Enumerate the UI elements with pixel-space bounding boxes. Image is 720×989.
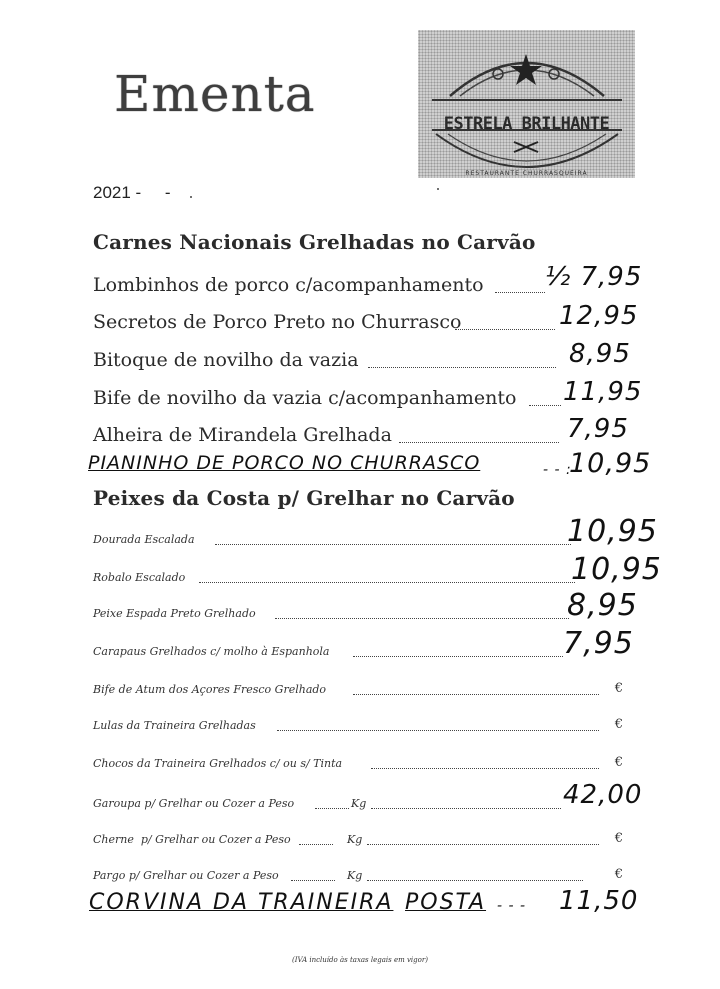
euro-symbol: € — [614, 717, 623, 732]
menu-item — [93, 744, 623, 774]
menu-item — [93, 414, 629, 448]
menu-item — [93, 856, 623, 886]
dot-leader — [371, 766, 599, 769]
menu-item — [93, 820, 623, 850]
dot-leader — [367, 842, 599, 845]
restaurant-logo — [418, 30, 635, 178]
handwritten-item-extra: POSTA — [405, 890, 487, 915]
item-name: Lulas da Traineira Grelhadas — [93, 719, 256, 732]
dot-leader — [529, 403, 561, 406]
handwritten-menu-item — [88, 448, 653, 482]
menu-title: Ementa — [114, 65, 316, 123]
item-unit: Kg — [347, 869, 363, 882]
item-price: 11,95 — [563, 377, 643, 407]
item-name: Cherne p/ Grelhar ou Cozer a Peso — [93, 833, 291, 846]
scan-speck — [437, 188, 439, 190]
scan-speck — [190, 196, 192, 198]
handwritten-item-name: CORVINA DA TRAINEIRA — [89, 890, 394, 915]
menu-item — [93, 588, 638, 624]
dot-leader — [277, 728, 599, 731]
euro-symbol: € — [614, 755, 623, 770]
item-price: 42,00 — [563, 780, 643, 810]
item-name: Peixe Espada Preto Grelhado — [93, 607, 256, 620]
dot-leader — [368, 365, 556, 368]
item-name: Lombinhos de porco c/acompanhamento — [93, 274, 484, 296]
menu-item — [93, 514, 658, 550]
euro-symbol: € — [614, 867, 623, 882]
dot-leader — [315, 806, 349, 809]
item-price: 7,95 — [567, 414, 629, 444]
menu-item — [93, 670, 623, 700]
item-name: Alheira de Mirandela Grelhada — [93, 424, 392, 446]
item-price: 7,95 — [563, 626, 634, 661]
menu-item — [93, 626, 634, 662]
menu-item — [93, 339, 631, 373]
item-price: 8,95 — [567, 588, 638, 623]
dot-leader — [367, 878, 583, 881]
section-title-carnes: Carnes Nacionais Grelhadas no Carvão — [93, 230, 536, 254]
menu-item — [93, 301, 639, 335]
handwritten-dashes: - - - — [497, 898, 527, 914]
item-name: Garoupa p/ Grelhar ou Cozer a Peso — [93, 797, 295, 810]
menu-item — [93, 377, 643, 411]
dot-leader — [215, 542, 571, 545]
handwritten-item-name: PIANINHO DE PORCO NO CHURRASCO — [88, 452, 481, 474]
dot-leader — [199, 580, 575, 583]
dot-leader — [291, 878, 335, 881]
dot-leader — [275, 616, 569, 619]
dot-leader — [371, 806, 561, 809]
item-name: Bife de Atum dos Açores Fresco Grelhado — [93, 683, 327, 696]
dot-leader — [455, 327, 555, 330]
item-price: 10,95 — [571, 552, 662, 587]
dot-leader — [353, 654, 563, 657]
handwritten-menu-item — [89, 884, 643, 924]
item-price: 8,95 — [569, 339, 631, 369]
euro-symbol: € — [614, 831, 623, 846]
section-title-peixes: Peixes da Costa p/ Grelhar no Carvão — [93, 486, 515, 510]
item-price: 12,95 — [559, 301, 639, 331]
dot-leader — [399, 440, 559, 443]
menu-year: 2021 - - — [93, 183, 171, 202]
logo-subtitle: RESTAURANTE CHURRASQUEIRA — [465, 170, 588, 177]
menu-item — [93, 706, 623, 736]
item-name: Robalo Escalado — [93, 571, 186, 584]
star-emblem-icon — [418, 30, 635, 178]
item-name: Secretos de Porco Preto no Churrasco — [93, 311, 462, 333]
item-unit: Kg — [351, 797, 367, 810]
dot-leader — [299, 842, 333, 845]
dot-leader — [495, 290, 545, 293]
menu-item — [93, 262, 643, 298]
item-name: Pargo p/ Grelhar ou Cozer a Peso — [93, 869, 279, 882]
item-unit: Kg — [347, 833, 363, 846]
menu-item — [93, 780, 643, 814]
item-name: Dourada Escalada — [93, 533, 195, 546]
item-name: Bitoque de novilho da vazia — [93, 349, 359, 371]
item-price: 10,95 — [567, 514, 658, 549]
dot-leader — [353, 692, 599, 695]
handwritten-dashes: - - : — [543, 462, 572, 478]
item-name: Bife de novilho da vazia c/acompanhamento — [93, 387, 517, 409]
menu-item — [93, 552, 662, 588]
item-name: Chocos da Traineira Grelhados c/ ou s/ Tinta — [93, 757, 343, 770]
item-price: ½ 7,95 — [545, 262, 643, 292]
euro-symbol: € — [614, 681, 623, 696]
item-name: Carapaus Grelhados c/ molho à Espanhola — [93, 645, 330, 658]
item-price: 10,95 — [569, 448, 652, 479]
vat-footnote: (IVA incluído às taxas legais em vigor) — [292, 956, 428, 964]
logo-name: ESTRELA BRILHANTE — [443, 114, 610, 134]
item-price: 11,50 — [559, 886, 639, 916]
